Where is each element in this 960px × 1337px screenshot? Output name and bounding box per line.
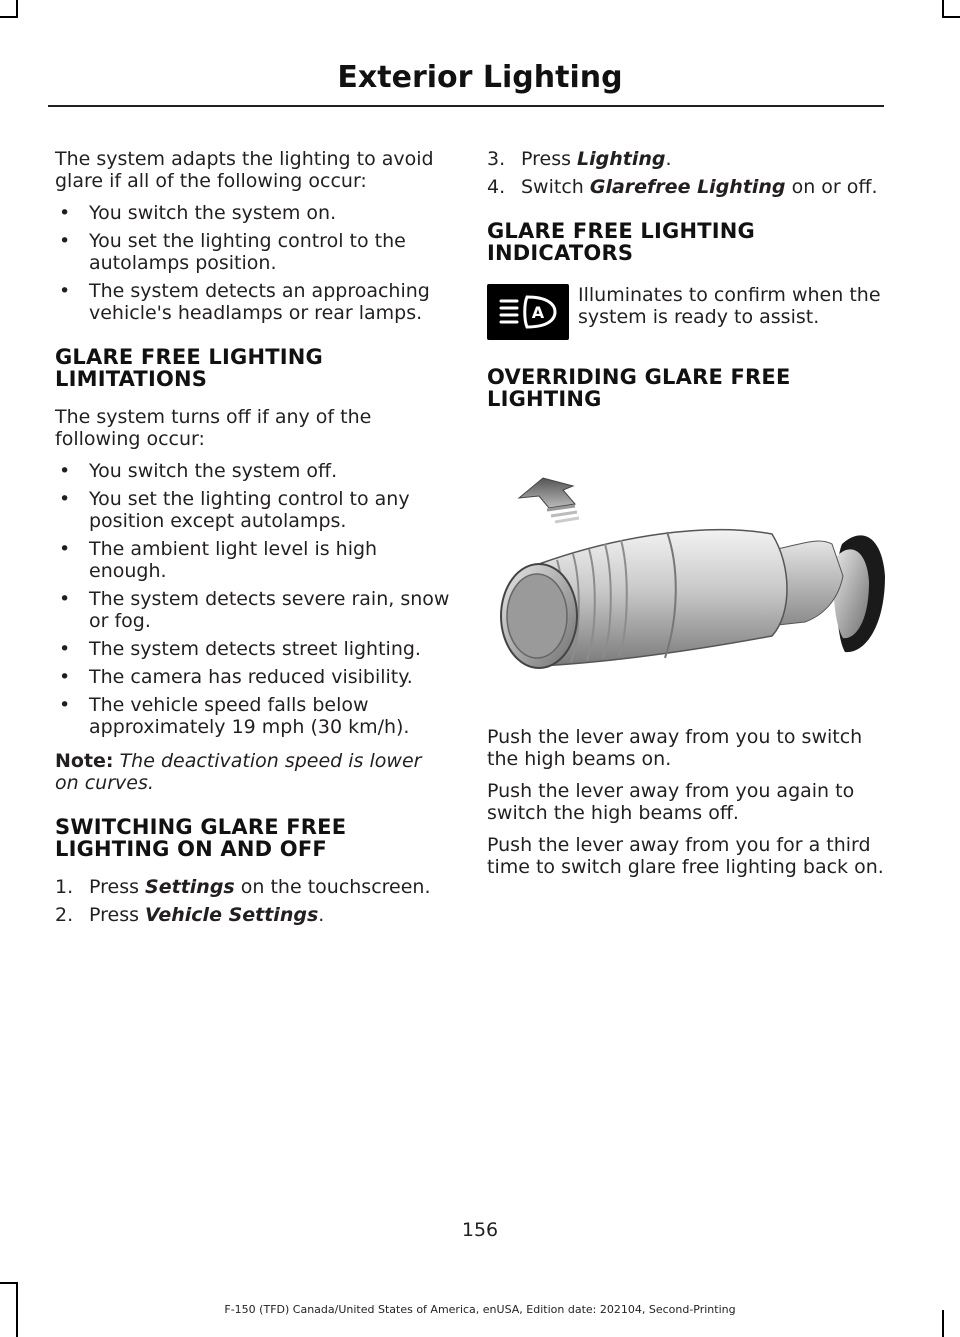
list-item: • The camera has reduced visibility. bbox=[55, 666, 450, 688]
step-text: on or off. bbox=[785, 176, 878, 198]
step-number: 2. bbox=[55, 904, 74, 926]
list-item: • You set the lighting control to any position except autolamps. bbox=[55, 488, 450, 532]
list-item: • The system detects an approaching vehicle's headlamps or rear lamps. bbox=[55, 280, 450, 324]
list-item: • The system detects severe rain, snow or fog. bbox=[55, 588, 450, 632]
list-item: • The system detects street lighting. bbox=[55, 638, 450, 660]
ui-term: Vehicle Settings bbox=[145, 904, 319, 926]
page-number: 156 bbox=[461, 1219, 499, 1241]
auto-high-beam-indicator-icon bbox=[487, 284, 569, 340]
svg-text:A: A bbox=[531, 303, 545, 322]
step-text: Press bbox=[89, 876, 146, 898]
indicators-heading: GLARE FREE LIGHTING INDICATORS bbox=[487, 219, 755, 265]
override-paragraph: Push the lever away from you again to switch the high beams off. bbox=[487, 780, 855, 824]
footer-edition-info: F-150 (TFD) Canada/United States of America, enUSA, Edition date: 202104, Second-Printing bbox=[224, 1303, 736, 1316]
step-item bbox=[55, 876, 450, 898]
indicator-row bbox=[487, 284, 885, 344]
ui-term: Glarefree Lighting bbox=[589, 176, 786, 198]
list-item: • You switch the system off. bbox=[55, 460, 450, 482]
turn-signal-lever-push-away-illustration bbox=[487, 426, 885, 696]
list-item: • You set the lighting control to the autolamps position. bbox=[55, 230, 450, 274]
switching-steps-continued bbox=[487, 148, 885, 198]
page-title: Exterior Lighting bbox=[337, 60, 623, 95]
step-item bbox=[55, 904, 450, 926]
step-number: 3. bbox=[487, 148, 506, 170]
switching-steps bbox=[55, 876, 450, 926]
note-text: The deactivation speed is lower on curves. bbox=[55, 750, 422, 794]
step-text: Press bbox=[521, 148, 578, 170]
step-item bbox=[487, 148, 885, 170]
step-number: 4. bbox=[487, 176, 506, 198]
list-item: • The ambient light level is high enough. bbox=[55, 538, 450, 582]
crop-mark bbox=[0, 16, 18, 18]
list-item: • You switch the system on. bbox=[55, 202, 450, 224]
list-item: • The vehicle speed falls below approximately 19 mph (30 km/h). bbox=[55, 694, 450, 738]
step-text: Switch bbox=[521, 176, 590, 198]
left-column bbox=[55, 148, 450, 938]
limitations-intro: The system turns off if any of the following occur: bbox=[55, 406, 372, 450]
ui-term: Settings bbox=[145, 876, 235, 898]
conditions-list bbox=[55, 202, 450, 324]
note bbox=[55, 750, 450, 794]
step-text: Press bbox=[89, 904, 146, 926]
right-column bbox=[487, 148, 885, 888]
override-paragraph: Push the lever away from you to switch the high beams on. bbox=[487, 726, 863, 770]
step-text: on the touchscreen. bbox=[234, 876, 431, 898]
step-number: 1. bbox=[55, 876, 74, 898]
step-item bbox=[487, 176, 885, 198]
indicator-description: Illuminates to confirm when the system is ready to assist. bbox=[578, 284, 881, 328]
limitations-list bbox=[55, 460, 450, 738]
switching-heading: SWITCHING GLARE FREE LIGHTING ON AND OFF bbox=[55, 815, 347, 861]
note-label: Note: bbox=[55, 750, 114, 772]
step-text: . bbox=[665, 148, 672, 170]
intro-paragraph: The system adapts the lighting to avoid glare if all of the following occur: bbox=[55, 148, 434, 192]
override-paragraph: Push the lever away from you for a third time to switch glare free lighting back on. bbox=[487, 834, 884, 878]
crop-mark bbox=[0, 1282, 18, 1284]
limitations-heading: GLARE FREE LIGHTING LIMITATIONS bbox=[55, 345, 323, 391]
overriding-heading: OVERRIDING GLARE FREE LIGHTING bbox=[487, 365, 791, 411]
ui-term: Lighting bbox=[577, 148, 666, 170]
step-text: . bbox=[318, 904, 325, 926]
title-rule bbox=[48, 105, 884, 107]
crop-mark bbox=[942, 16, 960, 18]
